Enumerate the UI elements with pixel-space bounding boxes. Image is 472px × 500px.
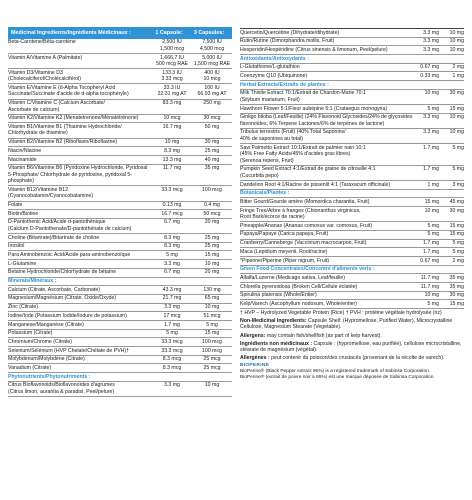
amount-1-capsule: 1 mg xyxy=(427,181,439,188)
ingredient-row xyxy=(240,90,464,105)
amount-1-capsule: 5 mg xyxy=(427,231,439,238)
amount-1-capsule: 5 mg xyxy=(166,252,178,259)
ingredient-name: Alfalfa/Luzerne (Medicago sativa, Leaf/feuille) xyxy=(240,274,345,281)
ingredient-row xyxy=(240,72,464,81)
amount-1-capsule: 3.3 mg xyxy=(164,382,180,389)
ingredient-row xyxy=(240,198,464,207)
botanicals-heading: Botanicals/Plantes : xyxy=(240,190,464,199)
ingredient-name: Dandelion Root 4:1/Racine de pissenlit 4:1 (Taraxacum officinale) xyxy=(240,181,391,188)
amount-1-capsule: 133.3 IU 3.33 mcg xyxy=(161,69,183,83)
amount-3-capsules: 5 mg xyxy=(452,166,464,173)
amount-1-capsule: 5 mg xyxy=(427,300,439,307)
amount-3-capsules: 5 mg xyxy=(206,321,218,328)
minerals-heading: Minerals/Minéraux : xyxy=(8,278,232,287)
amount-3-capsules: 10 mg xyxy=(449,114,464,121)
amount-3-capsules: 30 mg xyxy=(449,292,464,299)
amount-3-capsules: 2 mg xyxy=(452,257,464,264)
amount-3-capsules: 15 mg xyxy=(204,252,220,259)
ingredient-row xyxy=(240,105,464,114)
bioperine-logo: BIOPERINE xyxy=(240,363,270,369)
ingredient-row xyxy=(240,257,464,266)
ingredient-name: Quercetin/Quercétine (Dihydrate/dihydrate) xyxy=(240,29,340,36)
right-column xyxy=(240,27,464,500)
amount-3-capsules: 400 IU 10 mcg xyxy=(203,69,221,83)
amount-1-capsule: 16.7 mcg xyxy=(161,210,183,217)
ingredient-name: Spirulina platensis (Whole/Entier) xyxy=(240,292,317,299)
amount-3-capsules: 5 mg xyxy=(452,248,464,255)
ingredient-name: Niacin/Niacine xyxy=(8,147,42,154)
amount-1-capsule: 1,666.7 IU 500 mcg RAE xyxy=(155,54,188,68)
ingredient-row xyxy=(8,312,232,321)
amount-3-capsules: 100 mcg xyxy=(202,186,222,193)
ingredient-name: Potassium (Citrate) xyxy=(8,330,53,337)
amount-1-capsule: 10 mg xyxy=(424,90,439,97)
minerals-list xyxy=(8,286,232,373)
amount-3-capsules: 25 mcg xyxy=(203,356,221,363)
ingredient-name: Iodine/Iode (Potassium Iodide/Iodure de potassium) xyxy=(8,312,127,319)
table-header xyxy=(8,27,232,39)
ingredient-row xyxy=(240,114,464,129)
ingredient-name: Ginkgo biloba (Leaf/Feuille) (24% Flavonoid Glycosides/24% de glycosides flavonoïdes, 6% Terpene Lactones/6% de terpènes de lactone) xyxy=(240,114,413,127)
amount-3-capsules: 5 mg xyxy=(452,240,464,247)
ingredient-row xyxy=(8,210,232,219)
ingredient-row xyxy=(240,38,464,47)
non-medicinal-fr-text: Capsule : (hypromellose, eau purifiée), cellulose microcristalline, stéarate de magnésium (végétal). xyxy=(240,340,462,354)
amount-1-capsule: 8.3 mg xyxy=(164,234,180,241)
ingredient-name: Vitamin D3/Vitamine D3 (Cholecalciferol/Cholécalciférol) xyxy=(8,69,81,83)
amount-1-capsule: 8.3 mg xyxy=(164,243,180,250)
herbal-extracts-heading: Herbal Extracts/Extraits de plantes : xyxy=(240,81,464,90)
ingredient-name: *Piperine/Pipérine (Piper nigrum, Fruit) xyxy=(240,257,330,264)
amount-3-capsules: 35 mg xyxy=(449,274,464,281)
ingredient-row xyxy=(8,69,232,84)
ingredient-name: Vitamin B1/Vitamine B1 (Thiamine Hydrochloride/ Chlorhydrate de thiamine) xyxy=(8,123,122,137)
ingredient-name: Tribulus terrestris (Fruit) (40% Total Saponins/ 40% de saponines au total) xyxy=(240,129,346,142)
amount-1-capsule: 33.3 IU 22.31 mg AT xyxy=(157,84,187,98)
amount-3-capsules: 51 mcg xyxy=(203,312,221,319)
bioperine-trademark-fr: BioPerine® (extrait de poivre noir à 95%) est une marque déposée de Sabinsa Corporation. xyxy=(240,375,435,381)
ingredient-row xyxy=(8,115,232,124)
amount-1-capsule: 33.3 mcg xyxy=(161,186,183,193)
amount-1-capsule: 3.3 mg xyxy=(423,46,439,53)
herbal-extracts-list xyxy=(240,90,464,190)
amount-3-capsules: 25 mg xyxy=(204,147,220,154)
ingredient-name: Beta-Carotene/Bêta-carotène xyxy=(8,39,76,46)
ingredient-row xyxy=(8,39,232,54)
amount-1-capsule: 1.7 mg xyxy=(423,144,439,151)
amount-3-capsules: 30 mcg xyxy=(203,115,221,122)
amount-3-capsules: 2 mg xyxy=(452,64,464,71)
botanicals-list xyxy=(240,198,464,265)
amount-3-capsules: 3 mg xyxy=(452,181,464,188)
ingredient-name: Pumpkin Seed Extract 4:1/Extrait de graine de citrouille 4:1 (Cucurbita pepo) xyxy=(240,166,376,179)
amount-1-capsule: 21.7 mg xyxy=(162,295,182,302)
ingredient-name: Rutin/Rutine (Dimorphandra mollis, Fruit) xyxy=(240,38,335,45)
ingredient-name: Hawthorn Flower 5:1/Fleur aubépine 5:1 (Crataegus monogyna) xyxy=(240,105,388,112)
amount-3-capsules: 25 mg xyxy=(204,234,220,241)
ingredient-row xyxy=(8,295,232,304)
amount-3-capsules: 50 mcg xyxy=(203,210,221,217)
ingredient-row xyxy=(240,283,464,292)
amount-3-capsules: 15 mg xyxy=(204,330,220,337)
amount-3-capsules: 25 mcg xyxy=(203,364,221,371)
amount-1-capsule: 1.7 mg xyxy=(423,240,439,247)
ingredient-name: Molybdenum/Molybdène (Citrate) xyxy=(8,356,85,363)
phytonutrients-list xyxy=(8,382,232,397)
ingredient-name: Chlorella pyrenoidosa (Broken Cell/Cellule éclatée) xyxy=(240,283,358,290)
amount-1-capsule: 3.3 mg xyxy=(423,29,439,36)
ingredient-name: Citrus Bioflavonoids/Bioflavonoïdes d'agrumes (Citrus limon, aurantia & paradisi, Peel/pelure) xyxy=(8,382,115,395)
amount-3-capsules: 45 mg xyxy=(449,198,464,205)
ingredient-name: Vitamin K2/Vitamine K2 (Menatetrenone/Ménatétrénone) xyxy=(8,115,139,122)
bioperine-notice xyxy=(240,363,464,383)
amount-3-capsules: 40 mg xyxy=(204,156,220,163)
ingredient-name: Folate xyxy=(8,202,23,209)
ingredient-name: Kelp/Varech (Ascophyllum nodosum, Whole/entier) xyxy=(240,300,357,307)
ingredient-row xyxy=(8,260,232,269)
ingredient-row xyxy=(8,147,232,156)
amount-3-capsules: 30 mg xyxy=(449,207,464,214)
ingredient-row xyxy=(240,166,464,181)
amount-1-capsule: 13.3 mg xyxy=(162,156,182,163)
amount-3-capsules: 30 mg xyxy=(449,90,464,97)
amount-1-capsule: 0.33 mg xyxy=(420,73,439,80)
non-medicinal-ingredients-fr xyxy=(240,340,464,355)
ingredient-row xyxy=(8,123,232,138)
amount-3-capsules: 25 mg xyxy=(204,243,220,250)
ingredient-name: Zinc (Citrate) xyxy=(8,304,38,311)
green-food-heading: Green Food Concentrates/Concentré d'aliments verts : xyxy=(240,266,464,275)
green-food-list xyxy=(240,274,464,309)
header-title: Medicinal Ingredients/Ingrédients Médicinaux : xyxy=(11,30,131,36)
amount-1-capsule: 3.3 mg xyxy=(423,114,439,121)
amount-1-capsule: 3.3 mg xyxy=(423,129,439,136)
amount-3-capsules: 10 mg xyxy=(449,38,464,45)
amount-3-capsules: 10 mg xyxy=(449,129,464,136)
ingredient-name: Hesperidin/Hespéridine (Citrus sinensis & limonum, Peel/pelure) xyxy=(240,46,388,53)
allergens-fr-text: peut contenir du poisson/des crustacés (provenant de la récolte de varech). xyxy=(269,355,445,362)
amount-1-capsule: 6.7 mg xyxy=(164,269,180,276)
amount-1-capsule: 10 mg xyxy=(424,207,439,214)
ingredient-name: Vitamin C/Vitamine C (Calcium Ascorbate/ Ascorbate de calcium) xyxy=(8,100,105,113)
ingredient-name: Biotin/Biotine xyxy=(8,210,39,217)
ingredient-name: Niacinamide xyxy=(8,156,37,163)
amount-3-capsules: 30 mg xyxy=(204,139,220,146)
ingredient-row xyxy=(8,382,232,397)
ingredient-name: Vitamin A/Vitamine A (Palmitate) xyxy=(8,54,83,61)
ingredient-name: Cranberry/Canneberge (Vaccinium macrocarpon, Fruit) xyxy=(240,240,367,247)
ingredient-row xyxy=(8,100,232,115)
amount-3-capsules: 7,500 IU 4,500 mcg xyxy=(199,39,225,52)
ingredient-row xyxy=(8,219,232,234)
amount-1-capsule: 11.7 mg xyxy=(420,283,439,290)
amount-3-capsules: 0.4 mg xyxy=(204,202,220,209)
amount-1-capsule: 8.3 mcg xyxy=(162,356,182,363)
ingredient-row xyxy=(8,243,232,252)
amount-3-capsules: 65 mg xyxy=(204,295,220,302)
amount-1-capsule: 1.7 mg xyxy=(164,321,180,328)
amount-3-capsules: 15 mg xyxy=(449,105,464,112)
ingredient-name: Calcium (Citrate, Ascorbate, Carbonate) xyxy=(8,286,100,293)
amount-3-capsules: 5 mg xyxy=(452,144,464,151)
ingredient-row xyxy=(8,251,232,260)
non-medicinal-label: Non-Medicinal Ingredients: xyxy=(240,317,307,324)
amount-3-capsules: 35 mg xyxy=(204,165,220,172)
ingredient-row xyxy=(8,84,232,99)
vitamins-list xyxy=(8,39,232,278)
amount-1-capsule: 33.3 mcg xyxy=(161,347,183,354)
ingredient-name: D-Pantothenic Acid/Acide d-pantothénique (Calcium D-Pantothenate/D-pantothénate de calcium) xyxy=(8,219,132,232)
amount-3-capsules: 100 mcg xyxy=(202,338,222,345)
ingredient-row xyxy=(8,286,232,295)
amount-3-capsules: 100 IU 66.93 mg AT xyxy=(197,84,227,98)
allergens-text: may contain fish/shellfish (as part of kelp harvest). xyxy=(265,332,382,339)
amount-3-capsules: 10 mg xyxy=(449,46,464,53)
ingredient-name: Manganese/Manganèse (Citrate) xyxy=(8,321,84,328)
ingredient-row xyxy=(240,274,464,283)
amount-1-capsule: 83.3 mg xyxy=(162,100,182,107)
ingredient-name: Pineapple/Ananas (Ananas comosus var. comosus, Fruit) xyxy=(240,222,373,229)
amount-1-capsule: 11.7 mg xyxy=(420,274,439,281)
amount-1-capsule: 1.7 mg xyxy=(423,248,439,255)
ingredient-row xyxy=(8,139,232,148)
amount-1-capsule: 6.7 mg xyxy=(164,219,180,226)
ingredient-name: Inositol xyxy=(8,243,25,250)
ingredient-name: Vitamin E/Vitamine E (d-Alpha Tocopheryl Acid Succinate/Succinate d'acide de d-alpha tocophéryle) xyxy=(8,84,129,98)
amount-1-capsule: 3.3 mg xyxy=(164,304,180,311)
ingredient-row xyxy=(8,269,232,278)
ingredient-row xyxy=(240,292,464,301)
ingredient-row xyxy=(8,165,232,187)
ingredient-row xyxy=(240,46,464,55)
ingredient-name: Choline (Bitartrate)/Bitartrate de choline xyxy=(8,234,100,241)
amount-1-capsule: 43.3 mg xyxy=(162,286,182,293)
bioperine-trademark-en: BioPerine® (Black Pepper extract 95%) is a registered trademark of Sabinsa Corporation. xyxy=(240,369,431,375)
amount-1-capsule: 33.3 mcg xyxy=(161,338,183,345)
header-col2: 3 Capsules: xyxy=(193,30,225,36)
antioxidants-heading: Antioxidants/Antioxydants : xyxy=(240,55,464,64)
ingredient-name: Chromium/Chrome (Citrate) xyxy=(8,338,72,345)
ingredient-row xyxy=(8,338,232,347)
ingredient-row xyxy=(8,364,232,373)
amount-3-capsules: 10 mg xyxy=(204,382,220,389)
ingredient-row xyxy=(240,240,464,249)
ingredient-row xyxy=(240,29,464,38)
amount-1-capsule: 0.13 mg xyxy=(162,202,182,209)
antioxidants-list xyxy=(240,64,464,81)
amount-3-capsules: 10 mg xyxy=(449,29,464,36)
ingredient-row xyxy=(240,64,464,73)
ingredient-name: Papaya/Papaye (Carica papaya, Fruit) xyxy=(240,231,329,238)
amount-1-capsule: 0.67 mg xyxy=(420,257,439,264)
amount-1-capsule: 5 mg xyxy=(427,105,439,112)
ingredient-name: Para Aminobenzoic Acid/Acide para-aminobenzoïque xyxy=(8,252,131,259)
amount-1-capsule: 5 mg xyxy=(427,222,439,229)
ingredient-row xyxy=(240,181,464,190)
amount-1-capsule: 10 mcg xyxy=(163,115,181,122)
flavonoids-list xyxy=(240,28,464,55)
amount-1-capsule: 11.7 mg xyxy=(162,165,182,172)
ingredient-name: Maca (Lepidium meyenii, Root/racine) xyxy=(240,248,328,255)
amount-3-capsules: 20 mg xyxy=(204,219,220,226)
amount-1-capsule: 5 mg xyxy=(166,330,178,337)
ingredient-row xyxy=(8,347,232,356)
ingredient-row xyxy=(240,300,464,309)
amount-3-capsules: 20 mg xyxy=(204,269,220,276)
amount-3-capsules: 15 mg xyxy=(449,300,464,307)
amount-3-capsules: 35 mg xyxy=(449,283,464,290)
amount-1-capsule: 2,500 IU 1,500 mcg xyxy=(159,39,185,52)
non-medicinal-ingredients xyxy=(240,317,464,332)
ingredient-name: Magnesium/Magnésium (Citrate, Oxide/Oxyde) xyxy=(8,295,117,302)
ingredient-row xyxy=(240,207,464,222)
allergens-label: Allergens: xyxy=(240,332,266,339)
ingredient-name: Milk Thistle Extract 70:1/Extrait de Chardon-Marie 70:1 (Silybum marianum, Fruit) xyxy=(240,90,366,103)
ingredient-name: Vitamin B12/Vitamine B12 (Cyanocobalamin/Cyanocobalamine) xyxy=(8,186,94,200)
amount-3-capsules: 130 mg xyxy=(203,286,221,293)
ingredient-name: Coenzyme Q10 (Ubiquinone) xyxy=(240,73,308,80)
ingredient-row xyxy=(240,144,464,166)
header-col1: 1 Capsule: xyxy=(155,30,183,36)
allergens-fr-label: Allergènes : xyxy=(240,355,270,362)
phytonutrients-heading: Phytonutrients/Phytonutriments : xyxy=(8,373,232,382)
ingredient-row xyxy=(240,222,464,231)
ingredient-name: Bitter Gourd/Gourde amère (Momordica charantia, Fruit) xyxy=(240,198,370,205)
ingredient-row xyxy=(240,248,464,257)
allergens xyxy=(240,332,464,340)
amount-3-capsules: 10 mg xyxy=(204,260,220,267)
ingredient-row xyxy=(8,304,232,313)
ingredient-row xyxy=(8,156,232,165)
amount-3-capsules: 15 mg xyxy=(449,222,464,229)
amount-1-capsule: 17 mcg xyxy=(163,312,181,319)
left-column xyxy=(8,27,232,500)
amount-3-capsules: 100 mcg xyxy=(202,347,222,354)
ingredient-name: L-Glutathione/L-glutathion xyxy=(240,64,300,71)
ingredient-row xyxy=(8,54,232,69)
amount-1-capsule: 10 mg xyxy=(424,292,439,299)
ingredient-row xyxy=(8,330,232,339)
ingredient-row xyxy=(240,129,464,144)
amount-1-capsule: 0.67 mg xyxy=(420,64,439,71)
amount-3-capsules: 15 mg xyxy=(449,231,464,238)
ingredient-row xyxy=(8,186,232,201)
ingredient-name: Betaine Hydrochloride/Chlorhydrate de bétaïne xyxy=(8,269,117,276)
amount-3-capsules: 50 mg xyxy=(204,123,220,130)
ingredient-name: Fringe Tree/Arbre à franges (Chionanthus virginicus, Root Bark/écorce de racine) xyxy=(240,207,361,221)
amount-1-capsule: 16.7 mg xyxy=(162,123,182,130)
amount-1-capsule: 8.3 mg xyxy=(164,147,180,154)
ingredient-name: Vitamin B6/Vitamine B6 (Pyridoxine Hydrochloride, Pyridoxal 5-Phosphate/ Chlorhydrate de pyridoxine, pyridoxal 5-phosphate) xyxy=(8,165,148,185)
amount-1-capsule: 3.3 mg xyxy=(423,38,439,45)
amount-3-capsules: 250 mg xyxy=(203,100,221,107)
allergens-fr xyxy=(240,354,464,362)
amount-3-capsules: 1 mg xyxy=(452,73,464,80)
ingredient-row xyxy=(8,234,232,243)
ingredient-name: Vitamin B2/Vitamine B2 (Riboflavin/Riboflavine) xyxy=(8,139,118,146)
ingredient-name: Selenium/Sélénium (HVP Chelate/Chélate de PVH)† xyxy=(8,347,130,354)
amount-3-capsules: 5,000 IU 1,500 mcg RAE xyxy=(193,54,231,68)
non-medicinal-text: Capsule Shell: (Hypromellose, Purified Water), Microcrystalline Cellulose, Magnesium Stearate (Vegetable). xyxy=(240,317,453,331)
amount-1-capsule: 15 mg xyxy=(424,198,439,205)
amount-1-capsule: 10 mg xyxy=(164,139,180,146)
ingredient-name: L-Glutamine xyxy=(8,260,37,267)
ingredient-row xyxy=(240,231,464,240)
amount-1-capsule: 3.3 mg xyxy=(164,260,180,267)
ingredient-row xyxy=(8,321,232,330)
non-medicinal-fr-label: Ingrédients non médicinaux : xyxy=(240,340,313,347)
ingredient-name: Vanadium (Citrate) xyxy=(8,364,52,371)
amount-3-capsules: 10 mg xyxy=(204,304,220,311)
amount-1-capsule: 1.7 mg xyxy=(423,166,439,173)
amount-1-capsule: 8.3 mcg xyxy=(162,364,182,371)
hvp-footnote: † HVP – Hydrolyzed Vegetable Protein (Rice) † PVH : protéine végétale hydrolysée (riz) xyxy=(240,309,442,316)
ingredient-name: Saw Palmetto Extract 10:1/Extrait de palmier nain 10:1 (45% Free Fatty Acids/45% d'acides gras libres) (Serenoa repens, Fruit) xyxy=(240,144,366,164)
ingredient-row xyxy=(8,202,232,211)
ingredient-row xyxy=(8,356,232,365)
